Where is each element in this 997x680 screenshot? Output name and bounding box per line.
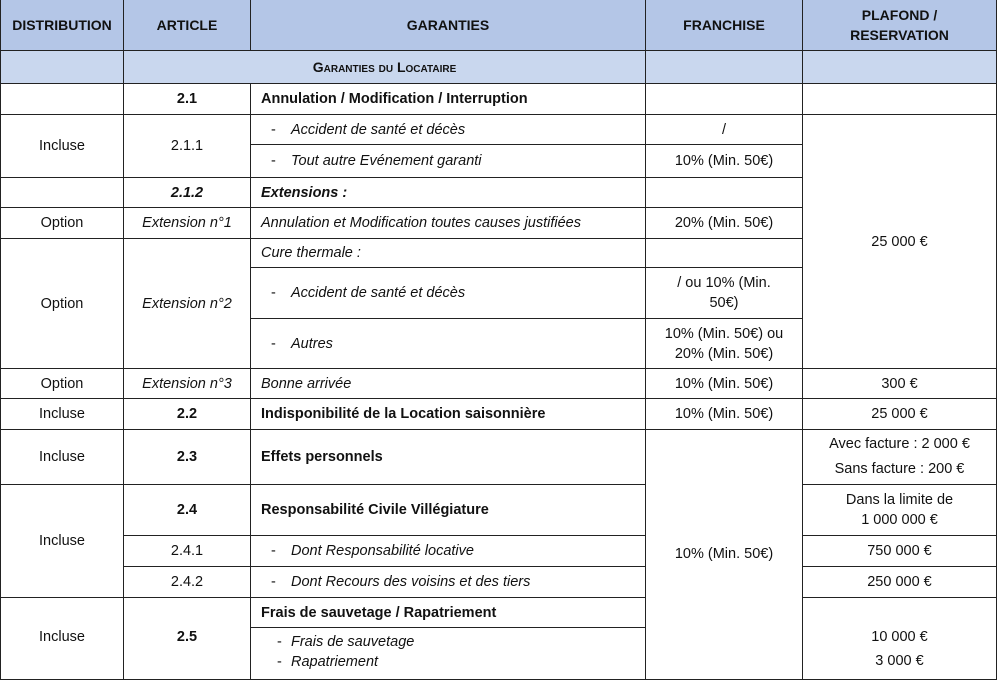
ext3-plafond-text: 300 € [881, 375, 918, 392]
ext1-distribution-text: Option [40, 215, 84, 231]
ext3-plafond [803, 369, 997, 399]
r24-plafond [803, 485, 997, 536]
r212-article [124, 178, 251, 208]
ext2-title [251, 239, 646, 268]
r25-item1-dash: - [277, 634, 282, 650]
r25-plafond [803, 598, 997, 680]
ext1-franchise-text: 20% (Min. 50€) [674, 215, 774, 231]
r211-distribution-text: Incluse [39, 138, 85, 154]
r23-plafond [803, 430, 997, 485]
r241-plafond [803, 536, 997, 567]
ext2-title-franchise [646, 239, 803, 268]
r211-item2-text: Tout autre Evénement garanti [291, 153, 482, 169]
r242-plafond [803, 567, 997, 598]
r242-garantie [251, 567, 646, 598]
ext2-distribution-text: Option [40, 295, 84, 312]
r23-plafond-line1: Avec facture : 2 000 € [829, 436, 970, 452]
r23-article [124, 430, 251, 485]
r24-article [124, 485, 251, 536]
ext1-garantie [251, 208, 646, 239]
ext2-franchise1-line1: / ou 10% (Min. [677, 275, 771, 291]
header-franchise [646, 0, 803, 51]
shared-franchise [646, 430, 803, 680]
r241-garantie [251, 536, 646, 567]
r25-item2-text: Rapatriement [291, 654, 379, 670]
header-franchise-text: FRANCHISE [683, 17, 765, 33]
header-garanties-text: GARANTIES [406, 17, 490, 33]
r25-distribution [0, 598, 124, 680]
r211-franchise2-text: 10% (Min. 50€) [674, 153, 774, 169]
header-plafond-line2: RESERVATION [850, 27, 949, 43]
r211-franchise2 [646, 145, 803, 178]
header-garanties [251, 0, 646, 51]
r23-garantie-text: Effets personnels [261, 449, 383, 465]
r25-plafond1: 10 000 € [871, 629, 928, 645]
section-blank-plafond [803, 51, 997, 84]
r241-article [124, 536, 251, 567]
r25-item2-dash: - [277, 654, 282, 670]
r24-plafond-line2: 1 000 000 € [861, 512, 938, 528]
r24-distribution-text: Incluse [39, 533, 85, 549]
r22-plafond [803, 399, 997, 430]
r25-garantie [251, 598, 646, 628]
ext2-item1-text: Accident de santé et décès [291, 285, 466, 301]
r22-distribution [0, 399, 124, 430]
section-title-text: Garanties du Locataire [312, 59, 457, 75]
ext3-article-text: Extension n°3 [142, 375, 232, 392]
ext2-distribution [0, 239, 124, 369]
r21-distribution [0, 84, 124, 115]
plafond-annulation [803, 115, 997, 369]
ext2-item2-text: Autres [291, 335, 333, 352]
ext2-title-text: Cure thermale : [261, 245, 361, 261]
r25-distribution-text: Incluse [39, 628, 85, 645]
header-distribution-text: DISTRIBUTION [12, 17, 112, 33]
shared-franchise-text: 10% (Min. 50€) [674, 545, 774, 562]
header-plafond-line1: PLAFOND / [861, 7, 938, 23]
r25-article-text: 2.5 [176, 628, 198, 645]
r22-article [124, 399, 251, 430]
r23-distribution-text: Incluse [39, 449, 85, 465]
r211-item1-text: Accident de santé et décès [291, 121, 466, 138]
r212-distribution [0, 178, 124, 208]
r211-item2 [251, 145, 646, 178]
r211-item2-dash: - [271, 153, 276, 169]
r242-article [124, 567, 251, 598]
r241-dash: - [271, 543, 276, 559]
r21-article [124, 84, 251, 115]
r22-article-text: 2.2 [176, 406, 198, 422]
r25-plafond2: 3 000 € [875, 653, 924, 669]
ext2-franchise2 [646, 319, 803, 369]
r211-franchise1-text: / [721, 121, 727, 138]
ext1-distribution [0, 208, 124, 239]
r212-franchise [646, 178, 803, 208]
r23-distribution [0, 430, 124, 485]
r25-garantie-text: Frais de sauvetage / Rapatriement [261, 604, 497, 621]
r24-garantie-text: Responsabilité Civile Villégiature [261, 502, 489, 518]
header-distribution [0, 0, 124, 51]
ext2-item1-dash: - [271, 285, 276, 301]
ext3-distribution-text: Option [40, 375, 84, 392]
ext1-garantie-text: Annulation et Modification toutes causes justifiées [261, 215, 581, 231]
r242-article-text: 2.4.2 [170, 574, 204, 590]
r241-garantie-text: Dont Responsabilité locative [291, 543, 474, 559]
r211-article [124, 115, 251, 178]
r241-article-text: 2.4.1 [170, 543, 204, 559]
ext1-franchise [646, 208, 803, 239]
r242-plafond-text: 250 000 € [867, 574, 932, 590]
r211-item1-dash: - [271, 121, 276, 138]
r23-garantie [251, 430, 646, 485]
r23-article-text: 2.3 [176, 449, 198, 465]
ext2-item1 [251, 268, 646, 319]
ext3-garantie-text: Bonne arrivée [261, 375, 352, 392]
r212-article-text: 2.1.2 [170, 184, 204, 201]
section-title [124, 51, 646, 84]
r22-franchise [646, 399, 803, 430]
r21-garantie [251, 84, 646, 115]
header-article [124, 0, 251, 51]
ext2-franchise2-line1: 10% (Min. 50€) ou [664, 325, 784, 342]
ext3-garantie [251, 369, 646, 399]
ext1-article-text: Extension n°1 [142, 215, 232, 231]
r242-dash: - [271, 574, 276, 590]
header-article-text: ARTICLE [156, 17, 218, 33]
r24-article-text: 2.4 [176, 502, 198, 518]
plafond-annulation-text: 25 000 € [871, 233, 928, 250]
ext2-item2 [251, 319, 646, 369]
r22-garantie-text: Indisponibilité de la Location saisonnière [261, 406, 546, 422]
r21-plafond [803, 84, 997, 115]
r211-article-text: 2.1.1 [170, 138, 204, 154]
r25-article [124, 598, 251, 680]
ext2-item2-dash: - [271, 335, 276, 352]
r21-article-text: 2.1 [176, 91, 198, 107]
r212-garantie [251, 178, 646, 208]
ext2-franchise2-line2: 20% (Min. 50€) [674, 345, 774, 362]
ext3-article [124, 369, 251, 399]
r22-distribution-text: Incluse [39, 406, 85, 422]
ext2-article-text: Extension n°2 [142, 295, 232, 312]
header-plafond [803, 0, 997, 51]
r22-plafond-text: 25 000 € [871, 406, 928, 422]
r211-item1 [251, 115, 646, 145]
ext2-franchise1-line2: 50€) [709, 295, 739, 311]
r24-plafond-line1: Dans la limite de [845, 492, 954, 508]
r242-garantie-text: Dont Recours des voisins et des tiers [291, 574, 531, 590]
r25-items [251, 628, 646, 680]
r211-franchise1 [646, 115, 803, 145]
section-blank-franchise [646, 51, 803, 84]
section-blank-distribution [0, 51, 124, 84]
ext2-franchise1 [646, 268, 803, 319]
r21-garantie-text: Annulation / Modification / Interruption [261, 91, 528, 107]
ext3-franchise [646, 369, 803, 399]
r212-garantie-text: Extensions : [261, 184, 348, 201]
r23-plafond-line2: Sans facture : 200 € [834, 461, 965, 477]
r211-distribution [0, 115, 124, 178]
r241-plafond-text: 750 000 € [867, 543, 932, 559]
ext1-article [124, 208, 251, 239]
ext2-article [124, 239, 251, 369]
r22-franchise-text: 10% (Min. 50€) [674, 406, 774, 422]
r21-franchise [646, 84, 803, 115]
r24-garantie [251, 485, 646, 536]
ext3-distribution [0, 369, 124, 399]
r22-garantie [251, 399, 646, 430]
r24-distribution [0, 485, 124, 598]
ext3-franchise-text: 10% (Min. 50€) [674, 375, 774, 392]
r25-item1-text: Frais de sauvetage [291, 634, 415, 650]
